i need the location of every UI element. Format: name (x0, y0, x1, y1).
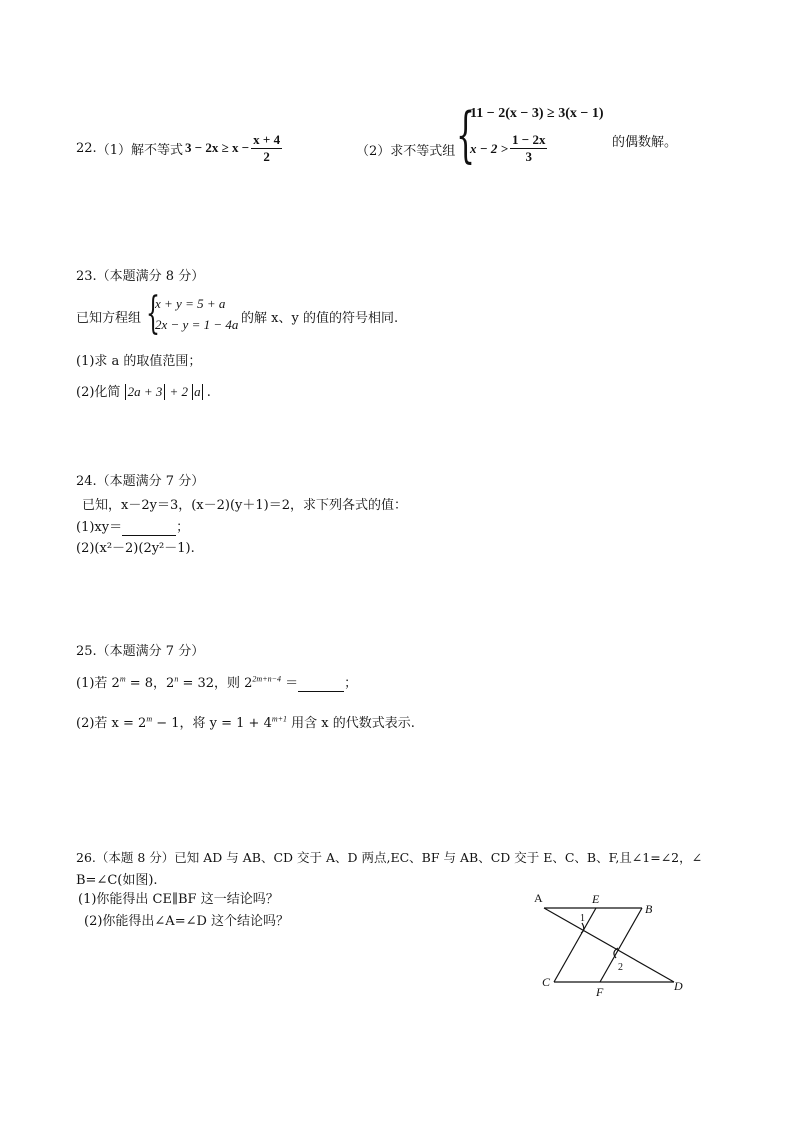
q24-sub2: (2)(x²－2)(2y²－1). (76, 541, 195, 556)
q22-line (76, 128, 284, 168)
q25-sub2-exp-m: m (146, 714, 153, 724)
q25-sub2-text-b: − 1，将 y = 1 + 4 (152, 716, 272, 731)
q25-sub1-text-c: = 32，则 2 (178, 676, 253, 691)
q22-suffix: 的偶数解。 (612, 135, 678, 150)
q26-sub1: (1)你能得出 CE∥BF 这一结论吗？ (78, 892, 279, 907)
q24-answer-blank (122, 520, 176, 536)
label-E: E (592, 892, 600, 906)
label-angle-2: 2 (618, 962, 623, 973)
geometry-figure (530, 886, 690, 998)
q23-intro-tail: 的解 x、y 的值的符号相同. (241, 311, 399, 326)
q23-sub2-end: . (206, 385, 211, 400)
q22-frac1-denominator: 2 (263, 148, 270, 164)
label-A: A (534, 891, 543, 905)
q23-abs-2a-plus-3: 2a + 3 (125, 384, 166, 400)
q25-sub2-text-a: (2)若 x = 2 (76, 716, 147, 731)
q25-sub1-text-a: (1)若 2 (76, 676, 120, 691)
q24-sub1-prefix: (1)xy＝ (76, 520, 123, 535)
q25-answer-blank (298, 676, 344, 692)
q22-system-line1: 11 − 2(x − 3) ≥ 3(x − 1) (470, 106, 604, 121)
label-B: B (645, 902, 653, 916)
q22-frac2-numerator: 1 − 2x (512, 132, 546, 147)
angle-1-arc (581, 923, 584, 933)
q25-sub1-text-d: ＝ (281, 676, 299, 691)
q22-fraction-1 (251, 132, 282, 165)
q23-abs-a: a (194, 384, 201, 399)
segment-AD (544, 908, 674, 982)
q26-sub2: (2)你能得出∠A=∠D 这个结论吗？ (84, 914, 290, 929)
q24-heading: 24.（本题满分 7 分） (76, 474, 205, 489)
q23-sub2-mid: + 2 (169, 384, 189, 399)
q23-sub2 (76, 381, 211, 400)
q25-sub1 (76, 672, 357, 692)
segment-EC (554, 908, 596, 982)
q26-line1: 26.（本题 8 分）已知 AD 与 AB、CD 交于 A、D 两点,EC、BF 与 AB、CD 交于 E、C、B、F,且∠1=∠2，∠ (76, 850, 703, 865)
q23-sub1: (1)求 a 的取值范围； (76, 354, 202, 369)
q25-sub1-exp-m: m (119, 674, 126, 684)
q23-system-brace: { (146, 288, 160, 339)
q25-sub1-exp-n: n (174, 674, 179, 684)
q26-line2: B=∠C(如图). (76, 873, 158, 888)
q22-system-brace: { (456, 100, 476, 170)
q23-equation-2: 2x − y = 1 − 4a (155, 317, 239, 332)
q22-inequality-lhs: 3 − 2x ≥ x − (184, 140, 250, 155)
q22-frac2-denominator: 3 (525, 149, 532, 164)
q22-number: 22. (76, 140, 97, 156)
q22-part1-label: （1）解不等式 (96, 142, 183, 158)
label-D: D (674, 979, 683, 993)
q22-frac1-numerator: x + 4 (253, 131, 281, 147)
q25-sub1-text-b: = 8，2 (125, 676, 175, 691)
q23-equation-1: x + y = 5 + a (155, 296, 226, 311)
q25-sub2 (76, 712, 415, 731)
q25-sub1-end: ； (344, 676, 358, 691)
q25-heading: 25.（本题满分 7 分） (76, 644, 205, 659)
q24-sub1-end: ； (176, 520, 190, 535)
q22-system-line2 (470, 132, 549, 165)
q25-sub2-exp-m1: m+1 (271, 714, 288, 724)
q25-sub2-text-c: 用含 x 的代数式表示. (287, 716, 415, 731)
q22-fraction-2 (510, 132, 547, 165)
q23-sub2-prefix: (2)化简 (76, 385, 121, 400)
q24-intro: 已知，x－2y＝3，(x－2)(y＋1)＝2，求下列各式的值： (82, 498, 407, 513)
label-F: F (596, 985, 604, 998)
q23-intro: 已知方程组 (76, 311, 142, 326)
q25-sub1-exp-sum: 2m+n−4 (252, 674, 281, 684)
q22-system-line2-lhs: x − 2 > (470, 140, 509, 156)
q23-heading: 23.（本题满分 8 分） (76, 269, 205, 284)
label-C: C (542, 975, 551, 989)
label-angle-1: 1 (580, 913, 585, 924)
q24-sub1 (76, 516, 189, 536)
q22-part2-label: （2）求不等式组 (356, 144, 456, 159)
